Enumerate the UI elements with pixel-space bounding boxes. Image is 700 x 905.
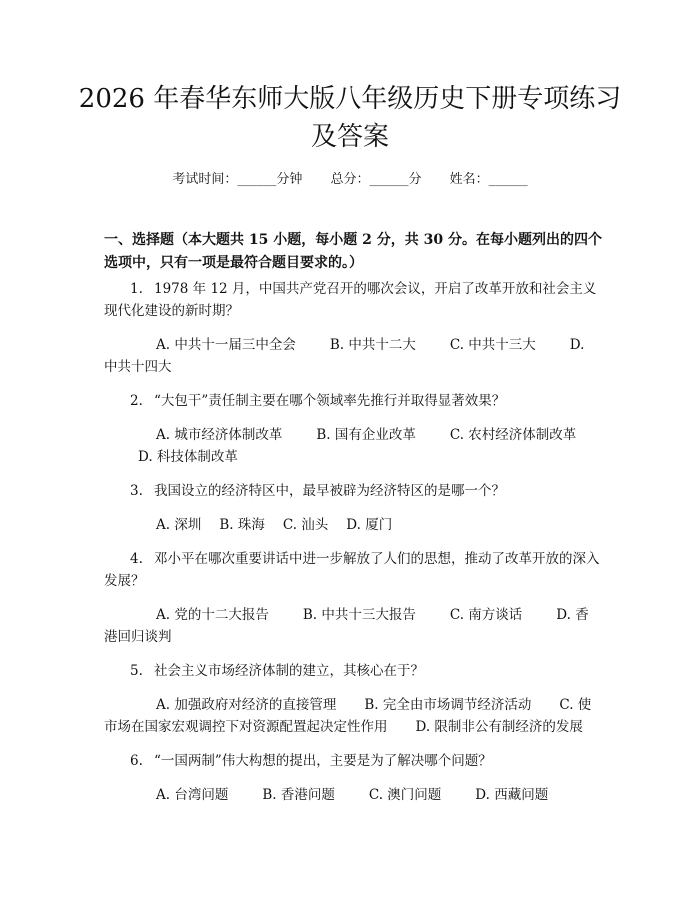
question-options <box>104 784 602 806</box>
question-number: 1. <box>130 281 143 297</box>
option-b: B. 中共十二大 <box>329 337 416 353</box>
option-c: C. 农村经济体制改革 <box>449 427 577 443</box>
option-a: A. 加强政府对经济的直接管理 <box>156 697 337 713</box>
option-b: B. 珠海 <box>219 517 265 533</box>
question <box>104 660 602 682</box>
question <box>104 278 602 322</box>
question-stem: 1978 年 12 月，中国共产党召开的哪次会议，开启了改革开放和社会主义现代化建设的新时期？ <box>104 281 597 319</box>
option-c: C. 中共十三大 <box>449 337 536 353</box>
question-stem: 社会主义市场经济体制的建立，其核心在于？ <box>154 663 424 679</box>
option-d: D. 西藏问题 <box>475 787 549 803</box>
option-d: D. 中共十四大 <box>104 337 585 375</box>
question-stem: 我国设立的经济特区中，最早被辟为经济特区的是哪一个？ <box>154 483 505 499</box>
option-a: A. 深圳 <box>156 517 202 533</box>
question-options <box>104 694 602 738</box>
option-b: B. 国有企业改革 <box>316 427 416 443</box>
student-name: 姓名：______ <box>449 172 528 187</box>
question-stem: “一国两制”伟大构想的提出，主要是为了解决哪个问题？ <box>154 753 492 769</box>
option-a: A. 城市经济体制改革 <box>156 427 283 443</box>
question-stem: “大包干”责任制主要在哪个领域率先推行并取得显著效果？ <box>154 393 506 409</box>
question-options <box>104 514 602 536</box>
question-stem: 邓小平在哪次重要讲话中进一步解放了人们的思想，推动了改革开放的深入发展？ <box>104 551 600 589</box>
option-b: B. 中共十三大报告 <box>302 607 416 623</box>
section-heading: 一、选择题（本大题共 15 小题，每小题 2 分，共 30 分。在每小题列出的四个选项中，只有一项是最符合题目要求的。） <box>104 232 602 271</box>
question <box>104 390 602 412</box>
document-title: 2026 年春华东师大版八年级历史下册专项练习及答案 <box>78 84 622 152</box>
total-score: 总分：______分 <box>330 172 422 187</box>
option-c: C. 南方谈话 <box>449 607 523 623</box>
question-number: 3. <box>130 483 143 499</box>
question-options <box>104 424 602 468</box>
option-a: A. 中共十一届三中全会 <box>156 337 296 353</box>
question-number: 5. <box>130 663 143 679</box>
option-d: D. 限制非公有制经济的发展 <box>415 719 583 735</box>
question <box>104 480 602 502</box>
option-c: C. 汕头 <box>282 517 329 533</box>
option-d: D. 科技体制改革 <box>138 449 238 465</box>
option-c: C. 澳门问题 <box>368 787 442 803</box>
option-b: B. 香港问题 <box>262 787 335 803</box>
option-d: D. 香港回归谈判 <box>104 607 589 645</box>
question-list <box>104 278 602 818</box>
option-a: A. 党的十二大报告 <box>156 607 269 623</box>
question-options <box>104 334 602 378</box>
question-number: 6. <box>130 753 143 769</box>
option-b: B. 完全由市场调节经济活动 <box>364 697 532 713</box>
question <box>104 548 602 592</box>
question-number: 4. <box>130 551 143 567</box>
exam-time: 考试时间：______分钟 <box>172 172 303 187</box>
question-number: 2. <box>130 393 143 409</box>
option-c: C. 使市场在国家宏观调控下对资源配置起决定性作用 <box>104 697 592 735</box>
option-a: A. 台湾问题 <box>156 787 229 803</box>
exam-info-line <box>0 168 700 187</box>
question-options <box>104 604 602 648</box>
option-d: D. 厦门 <box>346 517 393 533</box>
question <box>104 750 602 772</box>
